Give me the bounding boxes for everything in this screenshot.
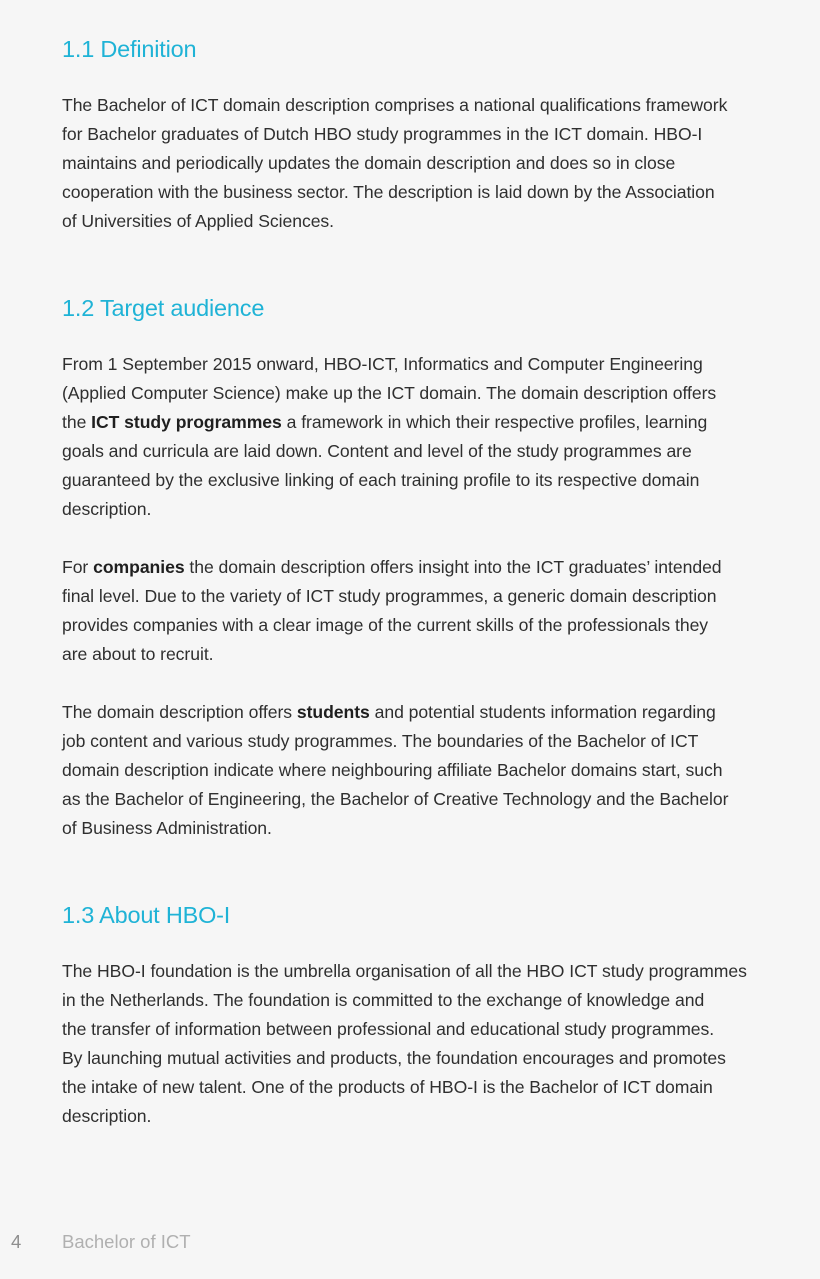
section-title-definition: 1.1 Definition [62, 36, 197, 62]
text-line: By launching mutual activities and products, the foundation encourages and promotes [62, 1048, 726, 1068]
text-line: guaranteed by the exclusive linking of each training profile to its respective domain [62, 470, 700, 490]
text-line: description. [62, 1106, 152, 1126]
text-line-with-bold [62, 698, 814, 727]
document-page [62, 30, 814, 1131]
text-segment: The domain description offers [62, 702, 297, 722]
paragraph-target-audience-intro [62, 350, 814, 524]
text-segment: the [62, 412, 92, 432]
text-segment: For [62, 557, 94, 577]
text-line: The HBO-I foundation is the umbrella organisation of all the HBO ICT study programmes [62, 961, 747, 981]
text-line: as the Bachelor of Engineering, the Bachelor of Creative Technology and the Bachelor [62, 789, 729, 809]
text-line: the intake of new talent. One of the products of HBO-I is the Bachelor of ICT domain [62, 1077, 713, 1097]
text-segment: the domain description offers insight into the ICT graduates’ intended [184, 557, 722, 577]
page-footer [0, 1228, 820, 1256]
bold-term-companies: companies [93, 557, 185, 577]
text-line: job content and various study programmes. The boundaries of the Bachelor of ICT [62, 731, 699, 751]
text-line-with-bold [62, 408, 814, 437]
paragraph-about-hbo-i [62, 957, 814, 1131]
text-line: From 1 September 2015 onward, HBO-ICT, Informatics and Computer Engineering [62, 354, 703, 374]
text-segment: and potential students information regarding [369, 702, 716, 722]
section-title-target-audience: 1.2 Target audience [62, 295, 265, 321]
text-line: cooperation with the business sector. The description is laid down by the Association [62, 182, 715, 202]
text-line: of Business Administration. [62, 818, 272, 838]
paragraph-companies [62, 553, 814, 669]
text-line: domain description indicate where neighbouring affiliate Bachelor domains start, such [62, 760, 723, 780]
text-line: (Applied Computer Science) make up the ICT domain. The domain description offers [62, 383, 717, 403]
text-line: goals and curricula are laid down. Content and level of the study programmes are [62, 441, 692, 461]
text-line: of Universities of Applied Sciences. [62, 211, 335, 231]
text-line: for Bachelor graduates of Dutch HBO study programmes in the ICT domain. HBO-I [62, 124, 703, 144]
text-line: the transfer of information between professional and educational study programmes. [62, 1019, 715, 1039]
running-title: Bachelor of ICT [62, 1231, 191, 1252]
text-line: in the Netherlands. The foundation is committed to the exchange of knowledge and [62, 990, 705, 1010]
text-line: final level. Due to the variety of ICT study programmes, a generic domain description [62, 586, 717, 606]
paragraph-definition [62, 91, 814, 236]
text-line: are about to recruit. [62, 644, 214, 664]
bold-term-students: students [296, 702, 370, 722]
paragraph-students [62, 698, 814, 843]
text-line: maintains and periodically updates the domain description and does so in close [62, 153, 676, 173]
text-line: description. [62, 499, 152, 519]
page-number: 4 [11, 1231, 22, 1252]
text-segment: a framework in which their respective profiles, learning [281, 412, 708, 432]
text-line: provides companies with a clear image of the current skills of the professionals they [62, 615, 709, 635]
bold-term-ict-study-programmes: ICT study programmes [91, 412, 282, 432]
text-line-with-bold [62, 553, 814, 582]
text-line: The Bachelor of ICT domain description comprises a national qualifications framework [62, 95, 728, 115]
section-title-about-hbo-i: 1.3 About HBO-I [62, 902, 231, 928]
